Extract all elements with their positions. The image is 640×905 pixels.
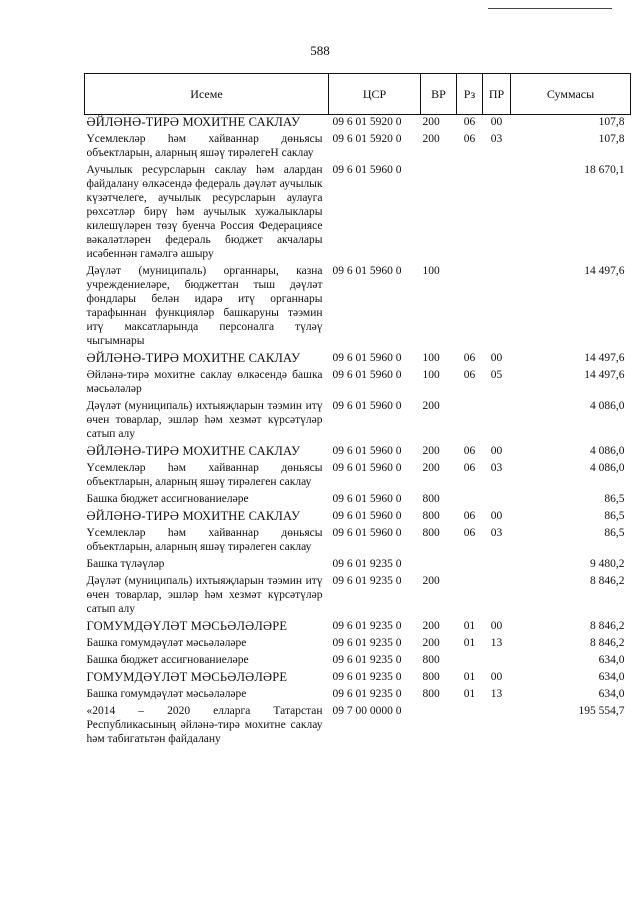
cell-sum: 8 846,2 xyxy=(590,620,625,632)
cell-sum: 4 086,0 xyxy=(590,400,625,412)
table-row xyxy=(85,509,631,526)
top-rule xyxy=(488,8,612,9)
cell-pr: 03 xyxy=(490,527,503,539)
cell-rz xyxy=(457,557,483,574)
cell-name: Башка гомумдәүләт мәсьәләләре xyxy=(86,637,247,649)
cell-rz: 06 xyxy=(463,462,476,474)
cell-csr: 09 6 01 5960 0 xyxy=(332,462,402,474)
header-name: Исеме xyxy=(85,74,329,115)
cell-vr: 800 xyxy=(422,510,440,522)
cell-pr: 00 xyxy=(490,352,503,364)
cell-rz xyxy=(457,492,483,509)
cell-sum: 107,8 xyxy=(598,116,625,128)
table-header-row xyxy=(85,74,631,115)
cell-vr: 200 xyxy=(422,445,440,457)
cell-vr: 800 xyxy=(422,527,440,539)
cell-csr: 09 6 01 5960 0 xyxy=(332,510,402,522)
cell-vr: 200 xyxy=(422,400,440,412)
cell-csr: 09 6 01 5960 0 xyxy=(332,400,402,412)
cell-csr: 09 6 01 5920 0 xyxy=(332,133,402,145)
cell-rz xyxy=(457,264,483,351)
cell-sum: 195 554,7 xyxy=(578,705,625,717)
cell-rz: 06 xyxy=(463,445,476,457)
table-row xyxy=(85,444,631,461)
table-row xyxy=(85,687,631,704)
table-row xyxy=(85,704,631,749)
cell-rz: 06 xyxy=(463,352,476,364)
cell-name: Әйләнә-тирә мохитне саклау өлкәсендә башка мәсьәләләр xyxy=(86,369,323,395)
cell-name: ӘЙЛӘНӘ-ТИРӘ МОХИТНЕ САКЛАУ xyxy=(86,444,301,458)
cell-sum: 14 497,6 xyxy=(584,265,625,277)
cell-pr xyxy=(483,264,511,351)
cell-name: Үсемлекләр һәм хайваннар дөньясы объектларын, аларның яшәү тирәлегеН саклау xyxy=(86,133,323,159)
cell-name: Башка бюджет ассигнованиеләре xyxy=(86,654,249,666)
cell-vr: 200 xyxy=(422,575,440,587)
cell-csr: 09 6 01 5920 0 xyxy=(332,116,402,128)
cell-pr xyxy=(483,492,511,509)
cell-name: Башка түләүләр xyxy=(86,558,165,570)
table-row xyxy=(85,636,631,653)
cell-csr: 09 6 01 5960 0 xyxy=(332,527,402,539)
cell-name: Дәүләт (муниципаль) ихтыяҗларын тәэмин итү өчен товарлар, эшләр һәм хезмәт күрсәтүләр сатып алу xyxy=(86,575,323,615)
cell-sum: 9 480,2 xyxy=(590,558,625,570)
cell-sum: 634,0 xyxy=(598,671,625,683)
cell-vr: 200 xyxy=(422,637,440,649)
cell-rz: 06 xyxy=(463,510,476,522)
cell-name: ГОМУМДӘҮЛӘТ МӘСЬӘЛӘЛӘРЕ xyxy=(86,619,288,633)
table-row xyxy=(85,368,631,399)
cell-vr xyxy=(421,704,457,749)
cell-rz: 06 xyxy=(463,369,476,381)
cell-rz xyxy=(457,574,483,619)
table-row xyxy=(85,619,631,636)
cell-vr: 200 xyxy=(422,133,440,145)
header-vr: ВР xyxy=(421,74,457,115)
cell-csr: 09 6 01 5960 0 xyxy=(332,445,402,457)
cell-vr: 200 xyxy=(422,116,440,128)
cell-vr: 200 xyxy=(422,620,440,632)
cell-pr xyxy=(483,399,511,444)
cell-sum: 4 086,0 xyxy=(590,445,625,457)
table-row xyxy=(85,557,631,574)
table-row xyxy=(85,399,631,444)
budget-table xyxy=(84,73,631,749)
cell-name: ГОМУМДӘҮЛӘТ МӘСЬӘЛӘЛӘРЕ xyxy=(86,670,288,684)
cell-sum: 14 497,6 xyxy=(584,369,625,381)
table-row xyxy=(85,526,631,557)
cell-name: Башка бюджет ассигнованиеләре xyxy=(86,493,249,505)
cell-name: «2014 – 2020 елларга Татарстан Республикасының әйләнә-тирә мохитне саклау һәм табигатьтән файдалану xyxy=(86,705,323,745)
cell-name: Дәүләт (муниципаль) ихтыяҗларын тәэмин итү өчен товарлар, эшләр һәм хезмәт күрсәтүләр сатып алу xyxy=(86,400,323,440)
cell-sum: 4 086,0 xyxy=(590,462,625,474)
cell-sum: 86,5 xyxy=(604,527,625,539)
header-sum: Суммасы xyxy=(511,74,631,115)
cell-rz: 01 xyxy=(463,620,476,632)
cell-name: Аучылык ресурсларын саклау һәм алардан файдалану өлкәсендә федераль дәүләт аучылык күзәтчелеге, аучылык ресурсларын аулауга рөхсәтләр бирү һәм аучылык хужалыклары килешүләрен төзү буенча Россия Федерациясе вәкаләтләрен федераль бюджет акчалары исәбеннән гамәлгә ашыру xyxy=(86,164,323,260)
cell-rz xyxy=(457,653,483,670)
cell-vr: 100 xyxy=(422,352,440,364)
cell-sum: 634,0 xyxy=(598,688,625,700)
cell-rz: 06 xyxy=(463,116,476,128)
cell-csr: 09 6 01 9235 0 xyxy=(332,637,402,649)
cell-pr xyxy=(483,163,511,264)
cell-pr: 03 xyxy=(490,133,503,145)
cell-name: ӘЙЛӘНӘ-ТИРӘ МОХИТНЕ САКЛАУ xyxy=(86,115,301,129)
table-row xyxy=(85,461,631,492)
cell-csr: 09 6 01 9235 0 xyxy=(332,558,402,570)
header-pr: ПР xyxy=(483,74,511,115)
table-row xyxy=(85,574,631,619)
cell-pr xyxy=(483,574,511,619)
cell-pr: 05 xyxy=(490,369,503,381)
cell-vr: 100 xyxy=(422,265,440,277)
cell-rz: 06 xyxy=(463,133,476,145)
cell-csr: 09 6 01 5960 0 xyxy=(332,493,402,505)
cell-csr: 09 6 01 5960 0 xyxy=(332,369,402,381)
cell-pr xyxy=(483,704,511,749)
cell-csr: 09 7 00 0000 0 xyxy=(332,705,402,717)
cell-name: Дәүләт (муниципаль) органнары, казна учреждениеләре, бюджеттан тыш дәүләт фондлары белән идарә итү органнары тарафыннан функцияләр башкаруны тәэмин итү максатларында персоналга түләү чыгымнары xyxy=(86,265,323,347)
cell-rz xyxy=(457,163,483,264)
cell-sum: 14 497,6 xyxy=(584,352,625,364)
cell-pr: 13 xyxy=(490,637,503,649)
cell-vr: 100 xyxy=(422,369,440,381)
cell-vr: 800 xyxy=(422,688,440,700)
cell-csr: 09 6 01 9235 0 xyxy=(332,654,402,666)
cell-rz: 01 xyxy=(463,671,476,683)
cell-sum: 86,5 xyxy=(604,493,625,505)
table-row xyxy=(85,653,631,670)
table-body xyxy=(85,115,631,750)
header-csr: ЦСР xyxy=(329,74,421,115)
cell-sum: 8 846,2 xyxy=(590,637,625,649)
cell-vr: 800 xyxy=(422,654,440,666)
cell-pr: 13 xyxy=(490,688,503,700)
cell-vr: 800 xyxy=(422,493,440,505)
table-row xyxy=(85,492,631,509)
cell-sum: 8 846,2 xyxy=(590,575,625,587)
cell-csr: 09 6 01 5960 0 xyxy=(332,164,402,176)
cell-sum: 634,0 xyxy=(598,654,625,666)
cell-name: ӘЙЛӘНӘ-ТИРӘ МОХИТНЕ САКЛАУ xyxy=(86,351,301,365)
page-number: 588 xyxy=(310,43,330,58)
cell-rz xyxy=(457,704,483,749)
cell-name: ӘЙЛӘНӘ-ТИРӘ МОХИТНЕ САКЛАУ xyxy=(86,509,301,523)
cell-sum: 107,8 xyxy=(598,133,625,145)
cell-pr: 00 xyxy=(490,620,503,632)
table-row xyxy=(85,351,631,368)
cell-sum: 18 670,1 xyxy=(584,164,625,176)
cell-name: Үсемлекләр һәм хайваннар дөньясы объектларын, аларның яшәү тирәлеген саклау xyxy=(86,527,323,553)
cell-vr xyxy=(421,163,457,264)
cell-vr xyxy=(421,557,457,574)
cell-rz xyxy=(457,399,483,444)
cell-pr: 03 xyxy=(490,462,503,474)
cell-sum: 86,5 xyxy=(604,510,625,522)
cell-name: Үсемлекләр һәм хайваннар дөньясы объектларын, аларның яшәү тирәлеген саклау xyxy=(86,462,323,488)
cell-pr: 00 xyxy=(490,510,503,522)
table-row xyxy=(85,264,631,351)
cell-pr: 00 xyxy=(490,116,503,128)
cell-csr: 09 6 01 9235 0 xyxy=(332,575,402,587)
cell-vr: 200 xyxy=(422,462,440,474)
cell-rz: 01 xyxy=(463,688,476,700)
cell-rz: 06 xyxy=(463,527,476,539)
table-row xyxy=(85,670,631,687)
cell-rz: 01 xyxy=(463,637,476,649)
header-rz: Рз xyxy=(457,74,483,115)
cell-csr: 09 6 01 5960 0 xyxy=(332,265,402,277)
cell-pr xyxy=(483,557,511,574)
cell-pr xyxy=(483,653,511,670)
cell-csr: 09 6 01 9235 0 xyxy=(332,620,402,632)
table-row xyxy=(85,132,631,163)
cell-name: Башка гомумдәүләт мәсьәләләре xyxy=(86,688,247,700)
cell-pr: 00 xyxy=(490,445,503,457)
cell-csr: 09 6 01 5960 0 xyxy=(332,352,402,364)
cell-csr: 09 6 01 9235 0 xyxy=(332,671,402,683)
cell-vr: 800 xyxy=(422,671,440,683)
table-row xyxy=(85,115,631,133)
table-row xyxy=(85,163,631,264)
cell-csr: 09 6 01 9235 0 xyxy=(332,688,402,700)
cell-pr: 00 xyxy=(490,671,503,683)
